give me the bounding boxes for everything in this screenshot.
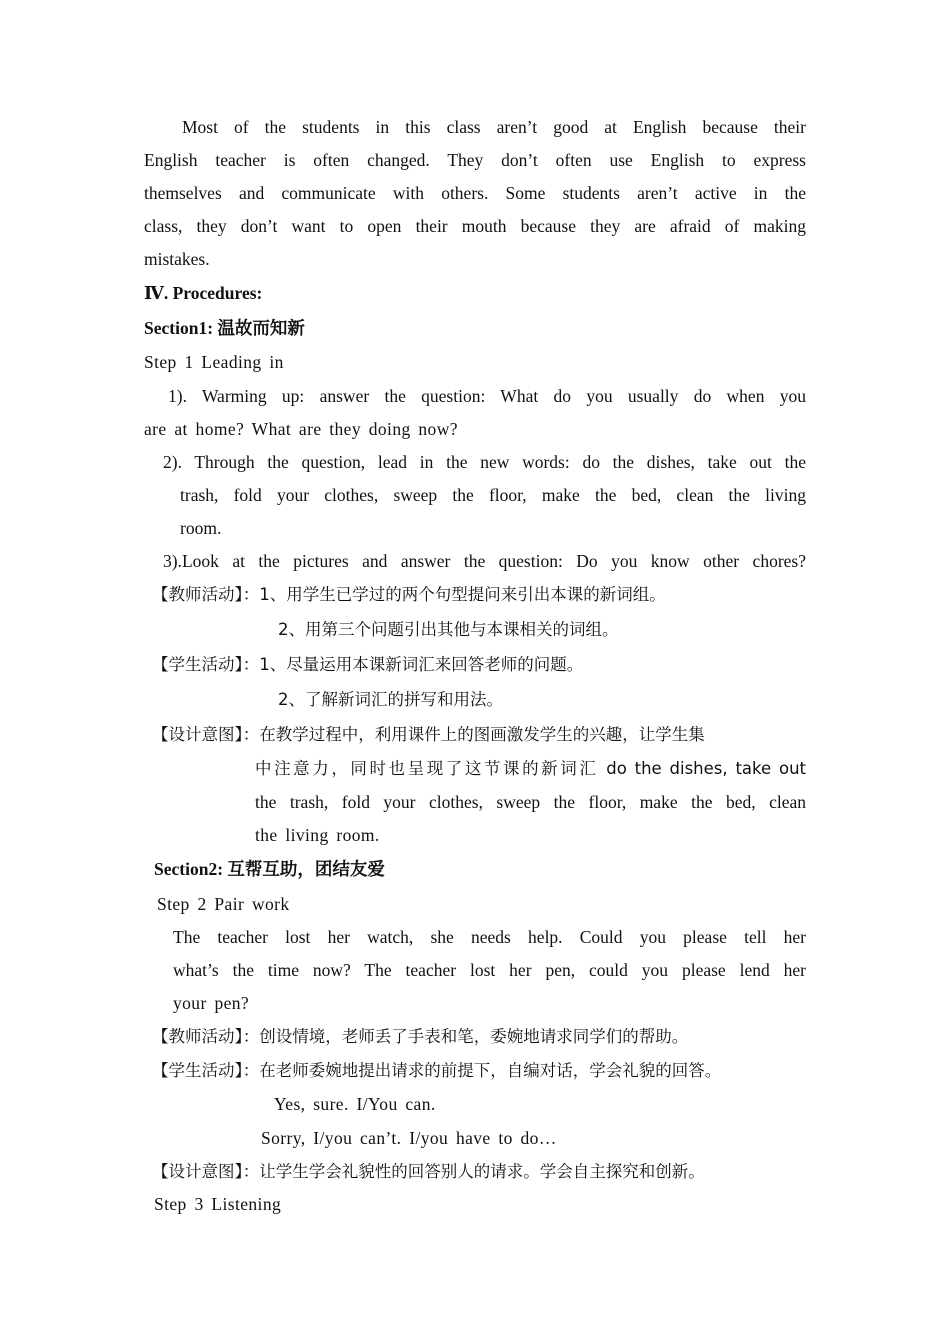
section1-design-intent-line3: the trash, fold your clothes, sweep the floor, make the bed, clean bbox=[255, 792, 806, 812]
step3-title: Step 3 Listening bbox=[154, 1194, 282, 1214]
step1-item3: 3).Look at the pictures and answer the question: Do you know other chores? bbox=[163, 551, 806, 571]
reply-yes: Yes, sure. I/You can. bbox=[274, 1094, 436, 1114]
section1-title: Section1: 温故而知新 bbox=[144, 318, 305, 338]
step1-item2-line2: trash, fold your clothes, sweep the floor, make the bed, clean the living bbox=[180, 485, 806, 505]
background-line-5: mistakes. bbox=[144, 249, 210, 269]
step2-title: Step 2 Pair work bbox=[157, 894, 290, 914]
step1-item2-line3: room. bbox=[180, 518, 222, 538]
procedures-heading: Ⅳ. Procedures: bbox=[144, 283, 263, 303]
section1-design-intent-line4: the living room. bbox=[255, 825, 380, 845]
section2-design-intent: 【设计意图】：让学生学会礼貌性的回答别人的请求。学会自主探究和创新。 bbox=[152, 1162, 705, 1181]
step1-item1-line2: are at home? What are they doing now? bbox=[144, 419, 458, 439]
background-line-2: English teacher is often changed. They don’t often use English to express bbox=[144, 150, 806, 170]
section1-student-activity-line2: 2、了解新词汇的拼写和用法。 bbox=[278, 690, 503, 709]
pair-work-line1: The teacher lost her watch, she needs help. Could you please tell her bbox=[173, 927, 806, 947]
section1-design-intent-line1: 【设计意图】：在教学过程中，利用课件上的图画激发学生的兴趣，让学生集 bbox=[152, 725, 705, 744]
step1-item1-line1: 1). Warming up: answer the question: What do you usually do when you bbox=[168, 386, 806, 406]
section2-title: Section2: 互帮互助，团结友爱 bbox=[154, 859, 385, 879]
background-line-3: themselves and communicate with others. Some students aren’t active in the bbox=[144, 183, 806, 203]
section1-student-activity-line1: 【学生活动】：1、尽量运用本课新词汇来回答老师的问题。 bbox=[152, 655, 584, 674]
section2-student-activity: 【学生活动】：在老师委婉地提出请求的前提下，自编对话，学会礼貌的回答。 bbox=[152, 1061, 722, 1080]
section2-teacher-activity: 【教师活动】：创设情境，老师丢了手表和笔，委婉地请求同学们的帮助。 bbox=[152, 1027, 689, 1046]
reply-sorry: Sorry, I/you can’t. I/you have to do… bbox=[261, 1128, 557, 1148]
section1-teacher-activity-line2: 2、用第三个问题引出其他与本课相关的词组。 bbox=[278, 620, 619, 639]
background-line-4: class, they don’t want to open their mouth because they are afraid of making bbox=[144, 216, 806, 236]
pair-work-line2: what’s the time now? The teacher lost her pen, could you please lend her bbox=[173, 960, 806, 980]
step1-item2-line1: 2). Through the question, lead in the new words: do the dishes, take out the bbox=[163, 452, 806, 472]
pair-work-line3: your pen? bbox=[173, 993, 250, 1013]
background-line-1: Most of the students in this class aren’t good at English because their bbox=[182, 117, 806, 137]
section1-teacher-activity-line1: 【教师活动】：1、用学生已学过的两个句型提问来引出本课的新词组。 bbox=[152, 585, 666, 604]
section1-design-intent-line2: 中注意力，同时也呈现了这节课的新词汇 do the dishes, take out bbox=[255, 759, 806, 778]
step1-title: Step 1 Leading in bbox=[144, 352, 284, 372]
